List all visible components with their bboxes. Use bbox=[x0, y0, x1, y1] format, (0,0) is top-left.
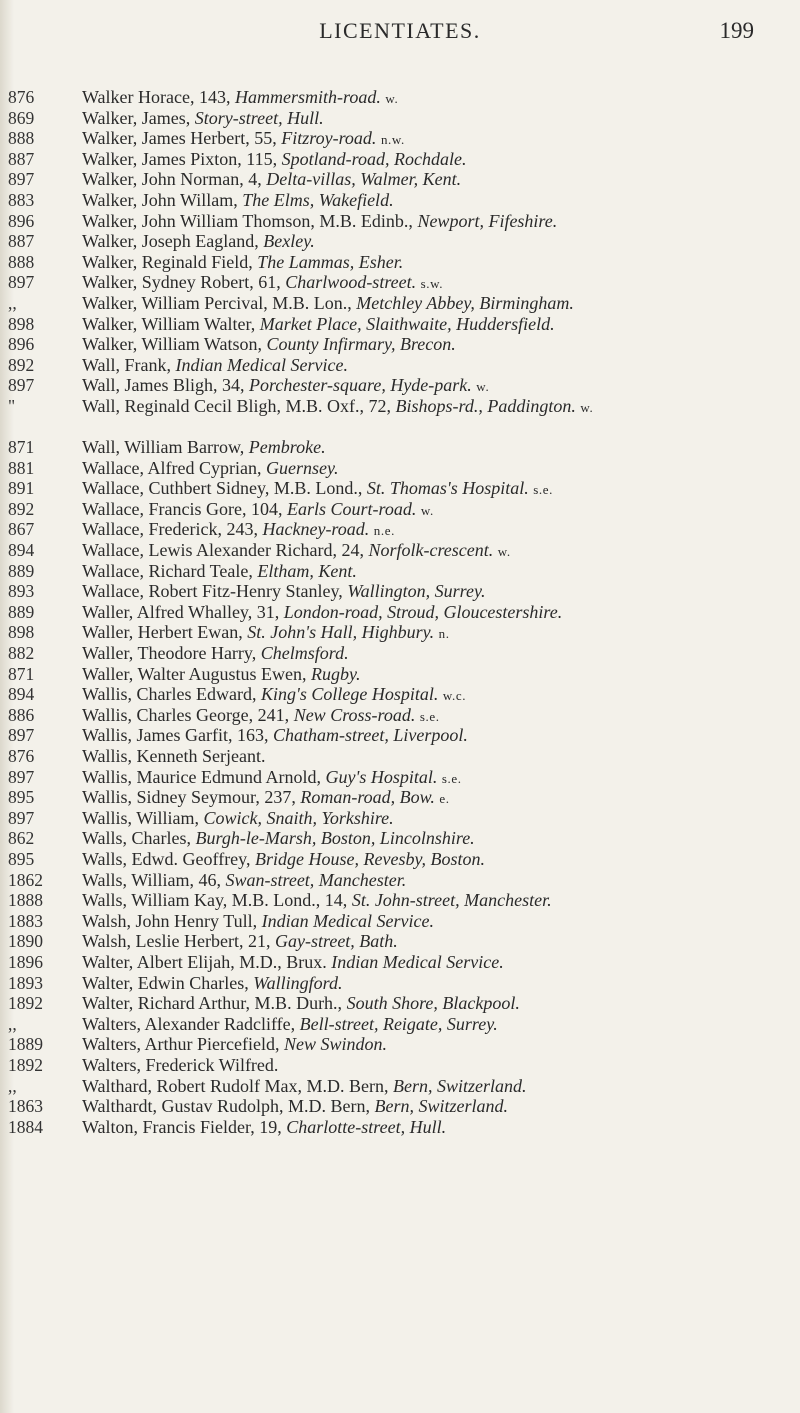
entry-text bbox=[82, 396, 788, 419]
list-item bbox=[0, 1055, 800, 1076]
entry-year: 869 bbox=[8, 107, 35, 128]
entry-address: Spotland-road, Rochdale. bbox=[281, 148, 467, 169]
entry-year: 1889 bbox=[8, 1034, 43, 1055]
list-item bbox=[0, 890, 800, 911]
entry-text bbox=[82, 993, 788, 1016]
entry-postal-district: e. bbox=[439, 791, 450, 807]
entry-text bbox=[82, 87, 788, 110]
entry-address: Earls Court-road. bbox=[286, 498, 417, 519]
list-item bbox=[0, 190, 800, 211]
entry-name: Walls, Charles, bbox=[82, 828, 196, 849]
entry-text bbox=[82, 1034, 788, 1057]
entry-text bbox=[82, 1096, 788, 1119]
entry-name: Walker, James Herbert, 55, bbox=[82, 128, 282, 149]
entry-name: Wallis, Charles George, 241, bbox=[82, 704, 294, 725]
list-item bbox=[0, 767, 800, 788]
entry-year: 882 bbox=[8, 643, 35, 664]
entry-year: 1890 bbox=[8, 931, 43, 952]
entry-text bbox=[82, 1117, 788, 1140]
entry-name: Walter, Albert Elijah, M.D., Brux. bbox=[82, 951, 332, 972]
list-item bbox=[0, 314, 800, 335]
entry-name: Walker, John Norman, 4, bbox=[82, 169, 267, 190]
entry-year: 891 bbox=[8, 478, 35, 499]
entry-year: 862 bbox=[8, 828, 35, 849]
entry-text bbox=[82, 252, 788, 275]
entry-postal-district: w. bbox=[420, 502, 434, 518]
entry-year: 887 bbox=[8, 148, 35, 169]
entry-text bbox=[82, 849, 788, 872]
entry-address: Guy's Hospital. bbox=[325, 766, 438, 787]
entry-address: Hackney-road. bbox=[262, 519, 370, 540]
entry-name: Walker, James, bbox=[82, 107, 195, 128]
entry-name: Wallis, Charles Edward, bbox=[82, 684, 262, 705]
entry-text bbox=[82, 643, 788, 666]
entry-year: ,, bbox=[8, 292, 17, 313]
entry-year: 892 bbox=[8, 354, 35, 375]
running-head: LICENTIATES. bbox=[319, 18, 481, 43]
entry-name: Walton, Francis Fielder, 19, bbox=[82, 1116, 287, 1137]
entry-postal-district: w. bbox=[580, 399, 594, 415]
entry-postal-district: w. bbox=[385, 91, 399, 106]
entry-postal-district: s.w. bbox=[420, 276, 444, 292]
list-item bbox=[0, 231, 800, 252]
entry-text bbox=[82, 375, 788, 398]
entry-address: St. Thomas's Hospital. bbox=[366, 478, 529, 499]
list-item bbox=[0, 1076, 800, 1097]
entry-text bbox=[82, 808, 788, 831]
entry-text bbox=[82, 1014, 788, 1037]
list-item bbox=[0, 169, 800, 190]
entry-address: Newport, Fifeshire. bbox=[417, 210, 558, 231]
entry-address: The Elms, Wakefield. bbox=[242, 189, 394, 210]
entry-address: New Cross-road. bbox=[293, 704, 416, 725]
entry-text bbox=[82, 787, 788, 810]
entry-text bbox=[82, 931, 788, 954]
entry-name: Walthardt, Gustav Rudolph, M.D. Bern, bbox=[82, 1096, 375, 1117]
entry-name: Walters, Frederick Wilfred. bbox=[82, 1054, 279, 1075]
entry-year: 1884 bbox=[8, 1116, 43, 1137]
entry-text bbox=[82, 746, 788, 769]
entry-text bbox=[82, 705, 788, 728]
list-item bbox=[0, 519, 800, 540]
entry-text bbox=[82, 231, 788, 254]
entry-postal-district: w. bbox=[497, 544, 511, 560]
entry-year: 894 bbox=[8, 540, 35, 561]
list-item bbox=[0, 396, 800, 437]
list-item bbox=[0, 849, 800, 870]
entry-address: St. John-street, Manchester. bbox=[351, 890, 552, 911]
entry-postal-district: n.e. bbox=[373, 523, 395, 539]
entry-text bbox=[82, 334, 788, 357]
entry-address: Delta-villas, Walmer, Kent. bbox=[266, 169, 462, 190]
entry-text bbox=[82, 128, 788, 151]
entry-year: 898 bbox=[8, 622, 35, 643]
entry-text bbox=[82, 458, 788, 481]
entry-year: 893 bbox=[8, 581, 35, 602]
entry-name: Walter, Edwin Charles, bbox=[82, 972, 254, 993]
list-item bbox=[0, 540, 800, 561]
entry-address: Charlwood-street. bbox=[285, 272, 417, 293]
entry-address: Wallington, Surrey. bbox=[347, 581, 486, 602]
entry-name: Walsh, Leslie Herbert, 21, bbox=[82, 931, 275, 952]
entry-address: Market Place, Slaithwaite, Huddersfield. bbox=[259, 313, 555, 334]
entry-name: Walker, John William Thomson, M.B. Edinb., bbox=[82, 210, 418, 231]
list-item bbox=[0, 931, 800, 952]
entry-text bbox=[82, 1055, 788, 1078]
entry-name: Walthard, Robert Rudolf Max, M.D. Bern, bbox=[82, 1075, 394, 1096]
entry-year: 1862 bbox=[8, 869, 43, 890]
entry-text bbox=[82, 190, 788, 213]
list-item bbox=[0, 870, 800, 891]
entry-address: South Shore, Blackpool. bbox=[346, 993, 520, 1014]
entry-year: 871 bbox=[8, 663, 35, 684]
entry-address: The Lammas, Esher. bbox=[257, 251, 404, 272]
entry-name: Walters, Alexander Radcliffe, bbox=[82, 1013, 300, 1034]
entry-address: Bridge House, Revesby, Boston. bbox=[255, 848, 485, 869]
entry-year: ,, bbox=[8, 1013, 17, 1034]
entry-name: Waller, Alfred Whalley, 31, bbox=[82, 601, 284, 622]
entry-text bbox=[82, 767, 788, 790]
entry-year: 1883 bbox=[8, 910, 43, 931]
entry-address: London-road, Stroud, Gloucestershire. bbox=[283, 601, 563, 622]
entry-year: 1893 bbox=[8, 972, 43, 993]
list-item bbox=[0, 375, 800, 396]
entry-address: Bexley. bbox=[263, 231, 315, 252]
entry-year: 1863 bbox=[8, 1096, 43, 1117]
list-item bbox=[0, 787, 800, 808]
list-item bbox=[0, 1034, 800, 1055]
list-item bbox=[0, 334, 800, 355]
list-item bbox=[0, 1117, 800, 1138]
entry-name: Wall, James Bligh, 34, bbox=[82, 375, 250, 396]
entry-text bbox=[82, 725, 788, 748]
list-item bbox=[0, 602, 800, 623]
entry-address: Guernsey. bbox=[265, 457, 339, 478]
entry-address: Pembroke. bbox=[248, 437, 326, 458]
entry-address: Roman-road, Bow. bbox=[300, 787, 435, 808]
entry-text bbox=[82, 211, 788, 234]
entry-address: Indian Medical Service. bbox=[261, 910, 435, 931]
entry-year: 896 bbox=[8, 210, 35, 231]
entry-name: Wall, William Barrow, bbox=[82, 437, 249, 458]
list-item bbox=[0, 808, 800, 829]
entry-text bbox=[82, 870, 788, 893]
entry-name: Wallace, Robert Fitz-Henry Stanley, bbox=[82, 581, 348, 602]
list-item bbox=[0, 499, 800, 520]
entry-text bbox=[82, 169, 788, 192]
entry-name: Walker, Sydney Robert, 61, bbox=[82, 272, 286, 293]
list-item bbox=[0, 561, 800, 582]
entry-name: Walker Horace, 143, bbox=[82, 87, 235, 107]
entry-year: 897 bbox=[8, 766, 35, 787]
entry-address: Rugby. bbox=[311, 663, 361, 684]
entry-year: 897 bbox=[8, 725, 35, 746]
entry-address: Chelmsford. bbox=[260, 643, 349, 664]
entry-name: Wallace, Cuthbert Sidney, M.B. Lond., bbox=[82, 478, 367, 499]
entry-address: Metchley Abbey, Birmingham. bbox=[356, 292, 574, 313]
entry-text bbox=[82, 952, 788, 975]
entry-address: Bern, Switzerland. bbox=[393, 1075, 527, 1096]
entry-year: 894 bbox=[8, 684, 35, 705]
entry-text bbox=[82, 561, 788, 584]
entry-name: Wallace, Francis Gore, 104, bbox=[82, 498, 287, 519]
entry-name: Wallace, Frederick, 243, bbox=[82, 519, 263, 540]
entry-address: Wallingford. bbox=[253, 972, 343, 993]
entry-year: 883 bbox=[8, 189, 35, 210]
entry-year: 1896 bbox=[8, 951, 43, 972]
entry-address: Swan-street, Manchester. bbox=[225, 869, 407, 890]
entry-address: Bern, Switzerland. bbox=[374, 1096, 509, 1117]
entry-year: 876 bbox=[8, 746, 35, 766]
entry-year: 889 bbox=[8, 560, 35, 581]
entry-address: Bishops-rd., Paddington. bbox=[395, 395, 576, 416]
entry-postal-district: n. bbox=[438, 626, 450, 642]
entry-name: Walker, William Watson, bbox=[82, 334, 267, 355]
list-item bbox=[0, 705, 800, 726]
list-item bbox=[0, 272, 800, 293]
entry-name: Waller, Walter Augustus Ewen, bbox=[82, 663, 311, 684]
list-item bbox=[0, 581, 800, 602]
entry-year: 867 bbox=[8, 519, 35, 540]
entry-address: Hammersmith-road. bbox=[234, 87, 381, 107]
entry-text bbox=[82, 499, 788, 522]
entry-name: Waller, Herbert Ewan, bbox=[82, 622, 248, 643]
entry-address: Eltham, Kent. bbox=[257, 560, 357, 581]
entry-year: 892 bbox=[8, 498, 35, 519]
entry-text bbox=[82, 314, 788, 337]
entry-name: Wall, Reginald Cecil Bligh, M.B. Oxf., 72, bbox=[82, 395, 396, 416]
entry-text bbox=[82, 828, 788, 851]
entry-address: Indian Medical Service. bbox=[331, 951, 504, 972]
entry-year: 1892 bbox=[8, 1054, 43, 1075]
entry-address: Bell-street, Reigate, Surrey. bbox=[299, 1013, 498, 1034]
page-number: 199 bbox=[719, 18, 754, 43]
entry-name: Walls, William Kay, M.B. Lond., 14, bbox=[82, 890, 352, 911]
entry-year: ,, bbox=[8, 1075, 17, 1096]
entry-name: Walker, James Pixton, 115, bbox=[82, 148, 282, 169]
entry-year: 888 bbox=[8, 251, 35, 272]
entry-address: King's College Hospital. bbox=[261, 684, 439, 705]
entry-address: Story-street, Hull. bbox=[194, 107, 324, 128]
entry-year: 871 bbox=[8, 437, 35, 458]
entry-name: Walsh, John Henry Tull, bbox=[82, 910, 262, 931]
entry-address: New Swindon. bbox=[283, 1034, 387, 1055]
list-item bbox=[0, 1014, 800, 1035]
entry-year: 897 bbox=[8, 169, 35, 190]
entry-name: Walters, Arthur Piercefield, bbox=[82, 1034, 284, 1055]
entry-text bbox=[82, 911, 788, 934]
entry-address: Charlotte-street, Hull. bbox=[286, 1116, 447, 1137]
list-item bbox=[0, 993, 800, 1014]
entry-text bbox=[82, 664, 788, 687]
entry-address: County Infirmary, Brecon. bbox=[266, 334, 456, 355]
entry-name: Wallis, Kenneth Serjeant. bbox=[82, 746, 266, 766]
entry-name: Walker, William Percival, M.B. Lon., bbox=[82, 292, 357, 313]
entry-name: Wallis, William, bbox=[82, 807, 204, 828]
list-item bbox=[0, 622, 800, 643]
page-header bbox=[0, 18, 800, 54]
entry-year: 1888 bbox=[8, 890, 43, 911]
entry-year: 881 bbox=[8, 457, 35, 478]
list-item bbox=[0, 664, 800, 685]
entry-name: Wallis, Sidney Seymour, 237, bbox=[82, 787, 301, 808]
entry-text bbox=[82, 581, 788, 604]
entry-text bbox=[82, 519, 788, 542]
list-item bbox=[0, 211, 800, 232]
list-item bbox=[0, 725, 800, 746]
entry-postal-district: n.w. bbox=[380, 132, 405, 148]
entry-text bbox=[82, 890, 788, 913]
entry-address: Fitzroy-road. bbox=[281, 128, 377, 149]
entry-name: Wallace, Lewis Alexander Richard, 24, bbox=[82, 540, 369, 561]
list-item bbox=[0, 108, 800, 129]
entry-year: 895 bbox=[8, 787, 35, 808]
entry-address: Norfolk-crescent. bbox=[368, 540, 494, 561]
entry-address: Indian Medical Service. bbox=[175, 354, 348, 375]
entry-name: Wall, Frank, bbox=[82, 354, 176, 375]
list-item bbox=[0, 437, 800, 458]
entry-text bbox=[82, 149, 788, 172]
entry-text bbox=[82, 478, 788, 501]
entry-postal-district: s.e. bbox=[419, 708, 440, 724]
entry-text bbox=[82, 1076, 788, 1099]
licentiate-list bbox=[0, 87, 800, 1137]
entry-address: Cowick, Snaith, Yorkshire. bbox=[203, 807, 394, 828]
entry-postal-district: w. bbox=[476, 379, 490, 395]
list-item bbox=[0, 355, 800, 376]
entry-text bbox=[82, 622, 788, 645]
entry-name: Waller, Theodore Harry, bbox=[82, 643, 261, 664]
entry-year: 896 bbox=[8, 334, 35, 355]
entry-name: Walter, Richard Arthur, M.B. Durh., bbox=[82, 993, 347, 1014]
entry-text bbox=[82, 355, 788, 378]
entry-year: 886 bbox=[8, 704, 35, 725]
entry-year: 897 bbox=[8, 272, 35, 293]
entry-year: " bbox=[8, 395, 16, 416]
list-item bbox=[0, 478, 800, 499]
entry-postal-district: w.c. bbox=[442, 688, 467, 704]
entry-text bbox=[82, 108, 788, 131]
list-item bbox=[0, 87, 800, 108]
entry-postal-district: s.e. bbox=[441, 770, 462, 786]
entry-name: Walls, William, 46, bbox=[82, 869, 226, 890]
entry-text bbox=[82, 272, 788, 295]
list-item bbox=[0, 973, 800, 994]
entry-text bbox=[82, 293, 788, 316]
list-item bbox=[0, 1096, 800, 1117]
entry-address: Gay-street, Bath. bbox=[275, 931, 398, 952]
entry-address: St. John's Hall, Highbury. bbox=[247, 622, 435, 643]
entry-name: Walker, William Walter, bbox=[82, 313, 260, 334]
entry-year: 876 bbox=[8, 87, 35, 107]
entry-name: Walls, Edwd. Geoffrey, bbox=[82, 848, 256, 869]
list-item bbox=[0, 911, 800, 932]
entry-name: Walker, John Willam, bbox=[82, 189, 243, 210]
entry-year: 1892 bbox=[8, 993, 43, 1014]
entry-year: 898 bbox=[8, 313, 35, 334]
entry-text bbox=[82, 684, 788, 707]
entry-name: Walker, Reginald Field, bbox=[82, 251, 258, 272]
list-item bbox=[0, 128, 800, 149]
entry-year: 889 bbox=[8, 601, 35, 622]
entry-address: Chatham-street, Liverpool. bbox=[273, 725, 468, 746]
list-item bbox=[0, 149, 800, 170]
list-item bbox=[0, 252, 800, 273]
list-item bbox=[0, 952, 800, 973]
entry-name: Wallis, James Garfit, 163, bbox=[82, 725, 274, 746]
entry-name: Wallace, Richard Teale, bbox=[82, 560, 258, 581]
entry-address: Porchester-square, Hyde-park. bbox=[249, 375, 472, 396]
list-item bbox=[0, 643, 800, 664]
entry-year: 897 bbox=[8, 807, 35, 828]
entry-text bbox=[82, 602, 788, 625]
entry-postal-district: s.e. bbox=[533, 482, 553, 498]
list-item bbox=[0, 828, 800, 849]
entry-name: Walker, Joseph Eagland, bbox=[82, 231, 264, 252]
entry-text bbox=[82, 973, 788, 996]
list-item bbox=[0, 684, 800, 705]
entry-year: 895 bbox=[8, 848, 35, 869]
entry-year: 897 bbox=[8, 375, 35, 396]
entry-year: 888 bbox=[8, 128, 35, 149]
entry-year: 887 bbox=[8, 231, 35, 252]
entry-name: Wallace, Alfred Cyprian, bbox=[82, 457, 266, 478]
entry-text bbox=[82, 540, 788, 563]
list-item bbox=[0, 746, 800, 767]
list-item bbox=[0, 293, 800, 314]
entry-address: Burgh-le-Marsh, Boston, Lincolnshire. bbox=[195, 828, 475, 849]
entry-text bbox=[82, 437, 788, 460]
entry-name: Wallis, Maurice Edmund Arnold, bbox=[82, 766, 326, 787]
list-item bbox=[0, 458, 800, 479]
